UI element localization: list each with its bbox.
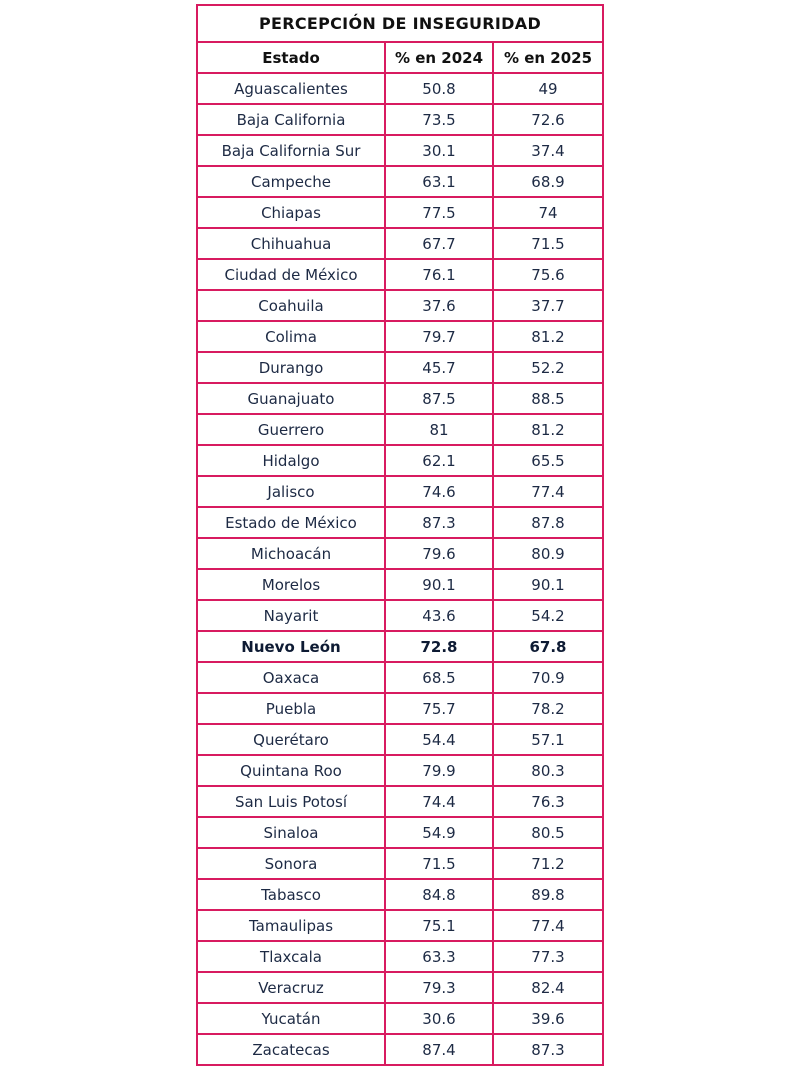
value-2024-cell: 43.6 bbox=[385, 600, 493, 631]
table-row bbox=[197, 941, 603, 972]
value-2024-cell: 30.1 bbox=[385, 135, 493, 166]
table-row bbox=[197, 135, 603, 166]
estado-cell: Tabasco bbox=[197, 879, 385, 910]
estado-cell: Guerrero bbox=[197, 414, 385, 445]
column-header-2024: % en 2024 bbox=[385, 42, 493, 73]
estado-cell: Ciudad de México bbox=[197, 259, 385, 290]
table-row bbox=[197, 569, 603, 600]
insecurity-table bbox=[196, 4, 604, 1066]
table-row bbox=[197, 445, 603, 476]
table-row bbox=[197, 972, 603, 1003]
estado-cell: Veracruz bbox=[197, 972, 385, 1003]
value-2024-cell: 84.8 bbox=[385, 879, 493, 910]
estado-cell: Querétaro bbox=[197, 724, 385, 755]
table-row bbox=[197, 538, 603, 569]
estado-cell: Sonora bbox=[197, 848, 385, 879]
table-row bbox=[197, 476, 603, 507]
table-row bbox=[197, 290, 603, 321]
table-body bbox=[197, 73, 603, 1065]
table-row bbox=[197, 910, 603, 941]
estado-cell: Durango bbox=[197, 352, 385, 383]
value-2025-cell: 57.1 bbox=[493, 724, 603, 755]
table-row bbox=[197, 817, 603, 848]
title-row bbox=[197, 5, 603, 42]
column-header-estado: Estado bbox=[197, 42, 385, 73]
value-2024-cell: 68.5 bbox=[385, 662, 493, 693]
value-2025-cell: 90.1 bbox=[493, 569, 603, 600]
estado-cell: Chiapas bbox=[197, 197, 385, 228]
table-row bbox=[197, 414, 603, 445]
value-2024-cell: 73.5 bbox=[385, 104, 493, 135]
estado-cell: Nuevo León bbox=[197, 631, 385, 662]
value-2024-cell: 79.7 bbox=[385, 321, 493, 352]
value-2024-cell: 90.1 bbox=[385, 569, 493, 600]
estado-cell: Quintana Roo bbox=[197, 755, 385, 786]
estado-cell: Estado de México bbox=[197, 507, 385, 538]
header-row bbox=[197, 42, 603, 73]
value-2025-cell: 67.8 bbox=[493, 631, 603, 662]
value-2024-cell: 79.6 bbox=[385, 538, 493, 569]
estado-cell: Tlaxcala bbox=[197, 941, 385, 972]
value-2025-cell: 37.7 bbox=[493, 290, 603, 321]
value-2025-cell: 71.5 bbox=[493, 228, 603, 259]
value-2025-cell: 80.9 bbox=[493, 538, 603, 569]
value-2024-cell: 54.4 bbox=[385, 724, 493, 755]
estado-cell: Nayarit bbox=[197, 600, 385, 631]
table-row bbox=[197, 383, 603, 414]
table-row bbox=[197, 73, 603, 104]
estado-cell: Campeche bbox=[197, 166, 385, 197]
value-2024-cell: 54.9 bbox=[385, 817, 493, 848]
value-2025-cell: 82.4 bbox=[493, 972, 603, 1003]
value-2025-cell: 87.8 bbox=[493, 507, 603, 538]
value-2025-cell: 87.3 bbox=[493, 1034, 603, 1065]
estado-cell: Guanajuato bbox=[197, 383, 385, 414]
value-2025-cell: 54.2 bbox=[493, 600, 603, 631]
table-row bbox=[197, 352, 603, 383]
table-row bbox=[197, 166, 603, 197]
value-2025-cell: 39.6 bbox=[493, 1003, 603, 1034]
value-2025-cell: 81.2 bbox=[493, 321, 603, 352]
estado-cell: Baja California bbox=[197, 104, 385, 135]
estado-cell: Tamaulipas bbox=[197, 910, 385, 941]
value-2024-cell: 76.1 bbox=[385, 259, 493, 290]
table-row bbox=[197, 724, 603, 755]
value-2024-cell: 50.8 bbox=[385, 73, 493, 104]
value-2024-cell: 67.7 bbox=[385, 228, 493, 259]
value-2024-cell: 79.3 bbox=[385, 972, 493, 1003]
estado-cell: Morelos bbox=[197, 569, 385, 600]
value-2025-cell: 70.9 bbox=[493, 662, 603, 693]
value-2025-cell: 80.3 bbox=[493, 755, 603, 786]
table-row bbox=[197, 1003, 603, 1034]
table-row bbox=[197, 228, 603, 259]
estado-cell: Aguascalientes bbox=[197, 73, 385, 104]
value-2024-cell: 74.6 bbox=[385, 476, 493, 507]
table-row bbox=[197, 197, 603, 228]
value-2024-cell: 81 bbox=[385, 414, 493, 445]
value-2025-cell: 75.6 bbox=[493, 259, 603, 290]
value-2024-cell: 87.3 bbox=[385, 507, 493, 538]
estado-cell: Yucatán bbox=[197, 1003, 385, 1034]
value-2025-cell: 80.5 bbox=[493, 817, 603, 848]
value-2024-cell: 72.8 bbox=[385, 631, 493, 662]
value-2025-cell: 72.6 bbox=[493, 104, 603, 135]
table-row bbox=[197, 104, 603, 135]
value-2024-cell: 30.6 bbox=[385, 1003, 493, 1034]
value-2025-cell: 77.4 bbox=[493, 476, 603, 507]
table-row bbox=[197, 631, 603, 662]
value-2024-cell: 45.7 bbox=[385, 352, 493, 383]
insecurity-table-container bbox=[196, 4, 602, 1066]
value-2025-cell: 78.2 bbox=[493, 693, 603, 724]
value-2024-cell: 63.3 bbox=[385, 941, 493, 972]
value-2024-cell: 75.7 bbox=[385, 693, 493, 724]
value-2025-cell: 65.5 bbox=[493, 445, 603, 476]
value-2024-cell: 74.4 bbox=[385, 786, 493, 817]
estado-cell: Colima bbox=[197, 321, 385, 352]
value-2024-cell: 63.1 bbox=[385, 166, 493, 197]
value-2025-cell: 81.2 bbox=[493, 414, 603, 445]
value-2024-cell: 62.1 bbox=[385, 445, 493, 476]
table-row bbox=[197, 848, 603, 879]
value-2024-cell: 71.5 bbox=[385, 848, 493, 879]
table-row bbox=[197, 879, 603, 910]
estado-cell: Chihuahua bbox=[197, 228, 385, 259]
table-row bbox=[197, 600, 603, 631]
value-2024-cell: 87.5 bbox=[385, 383, 493, 414]
value-2024-cell: 77.5 bbox=[385, 197, 493, 228]
value-2025-cell: 52.2 bbox=[493, 352, 603, 383]
table-row bbox=[197, 662, 603, 693]
table-row bbox=[197, 693, 603, 724]
table-row bbox=[197, 321, 603, 352]
table-title: PERCEPCIÓN DE INSEGURIDAD bbox=[197, 5, 603, 42]
estado-cell: Coahuila bbox=[197, 290, 385, 321]
value-2024-cell: 75.1 bbox=[385, 910, 493, 941]
estado-cell: Puebla bbox=[197, 693, 385, 724]
estado-cell: Sinaloa bbox=[197, 817, 385, 848]
value-2025-cell: 71.2 bbox=[493, 848, 603, 879]
estado-cell: Jalisco bbox=[197, 476, 385, 507]
column-header-2025: % en 2025 bbox=[493, 42, 603, 73]
estado-cell: Zacatecas bbox=[197, 1034, 385, 1065]
estado-cell: Oaxaca bbox=[197, 662, 385, 693]
value-2024-cell: 37.6 bbox=[385, 290, 493, 321]
value-2024-cell: 87.4 bbox=[385, 1034, 493, 1065]
estado-cell: Baja California Sur bbox=[197, 135, 385, 166]
value-2025-cell: 37.4 bbox=[493, 135, 603, 166]
table-row bbox=[197, 786, 603, 817]
value-2025-cell: 76.3 bbox=[493, 786, 603, 817]
estado-cell: Hidalgo bbox=[197, 445, 385, 476]
table-row bbox=[197, 1034, 603, 1065]
value-2025-cell: 74 bbox=[493, 197, 603, 228]
value-2025-cell: 88.5 bbox=[493, 383, 603, 414]
table-row bbox=[197, 507, 603, 538]
value-2025-cell: 68.9 bbox=[493, 166, 603, 197]
value-2025-cell: 89.8 bbox=[493, 879, 603, 910]
estado-cell: San Luis Potosí bbox=[197, 786, 385, 817]
value-2024-cell: 79.9 bbox=[385, 755, 493, 786]
value-2025-cell: 77.4 bbox=[493, 910, 603, 941]
value-2025-cell: 77.3 bbox=[493, 941, 603, 972]
estado-cell: Michoacán bbox=[197, 538, 385, 569]
value-2025-cell: 49 bbox=[493, 73, 603, 104]
table-row bbox=[197, 755, 603, 786]
table-row bbox=[197, 259, 603, 290]
